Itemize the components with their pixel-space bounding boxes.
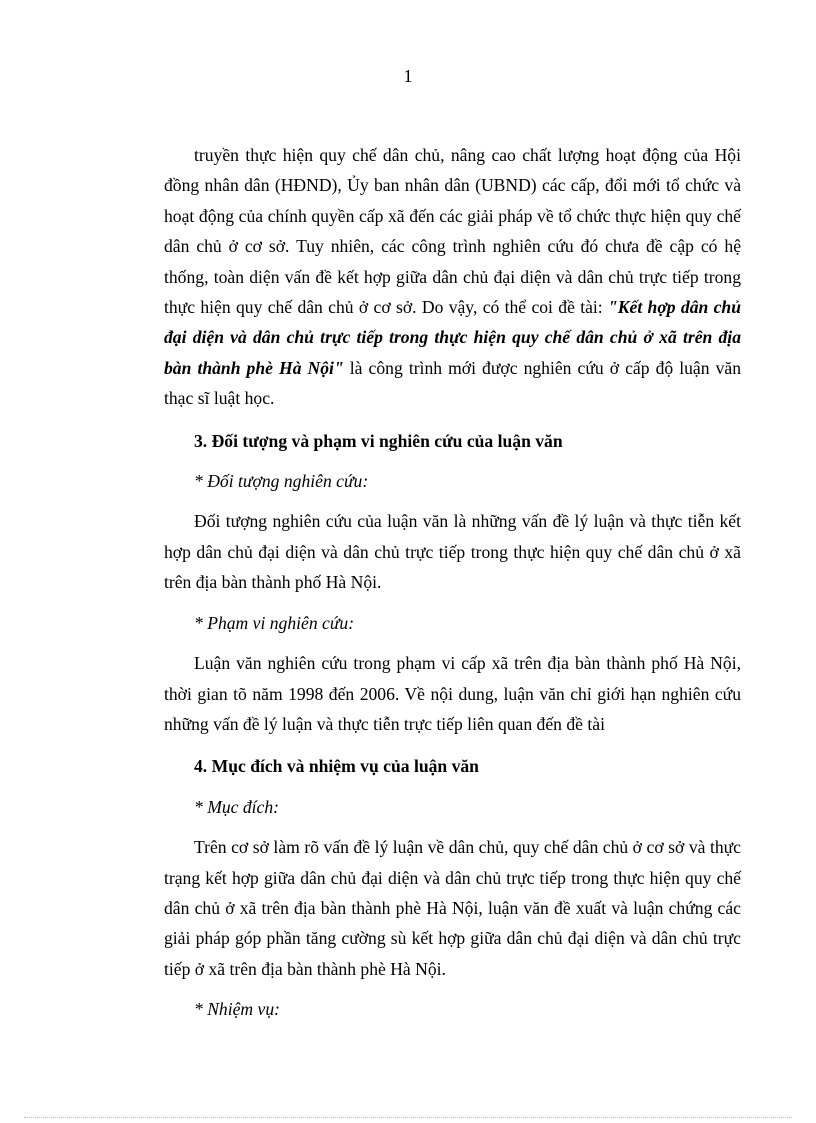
purpose-text: Trên cơ sở làm rõ vấn đề lý luận về dân chủ, quy chế dân chủ ở cơ sở và thực trạng kết hợp giữa dân chủ đại diện và dân chủ trực tiếp trong thực hiện quy chế dân chủ ở xã trên địa bàn thành phè Hà Nội, luận văn đề xuất và luận chứng các giải pháp góp phần tăng cường sù kết hợp giữa dân chủ đại diện và dân chủ trực tiếp ở xã trên địa bàn thành phè Hà Nội. [164, 837, 741, 979]
intro-text: truyền thực hiện quy chế dân chủ, nâng cao chất lượng hoạt động của Hội đồng nhân dân (HĐND), Ủy ban nhân dân (UBND) các cấp, đổi mới tổ chức và hoạt động của chính quyền cấp xã đến các giải pháp về tổ chức thực hiện quy chế dân chủ ở cơ sở. Tuy nhiên, các công trình nghiên cứu đó chưa đề cập có hệ thống, toàn diện vấn đề kết hợp giữa dân chủ đại diện và dân chủ trực tiếp trong thực hiện quy chế dân chủ ở cơ sở. Do vậy, có thể coi đề tài: [164, 145, 741, 318]
section-4-heading: 4. Mục đích và nhiệm vụ của luận văn [194, 756, 479, 777]
section-3-heading: 3. Đối tượng và phạm vi nghiên cứu của luận văn [194, 430, 563, 451]
intro-text-end: là công trình mới được nghiên cứu ở cấp độ luận văn thạc sĩ luật học. [164, 357, 741, 409]
research-scope-text: Luận văn nghiên cứu trong phạm vi cấp xã trên địa bàn thành phố Hà Nội, thời gian tõ năm 1998 đến 2006. Về nội dung, luận văn chỉ giới hạn nghiên cứu những vấn đề lý luận và thực tiễn trực tiếp liên quan đến đề tài [164, 653, 741, 734]
page-bottom-rule [24, 1117, 792, 1118]
purpose-label: * Mục đích: [194, 796, 280, 817]
research-object-text: Đối tượng nghiên cứu của luận văn là những vấn đề lý luận và thực tiễn kết hợp dân chủ đại diện và dân chủ trực tiếp trong thực hiện quy chế dân chủ ở xã trên địa bàn thành phố Hà Nội. [164, 511, 741, 593]
intro-paragraph [164, 140, 741, 414]
research-scope-label: * Phạm vi nghiên cứu: [194, 612, 355, 633]
page-number: 1 [403, 66, 413, 86]
document-body [164, 140, 741, 1025]
thesis-title: "Kết hợp dân chủ đại diện và dân chủ trực tiếp trong thực hiện quy chế dân chủ ở xã trên địa bàn thành phè Hà Nội" [164, 297, 741, 378]
tasks-label: * Nhiệm vụ: [194, 999, 280, 1020]
research-object-label: * Đối tượng nghiên cứu: [194, 471, 369, 492]
